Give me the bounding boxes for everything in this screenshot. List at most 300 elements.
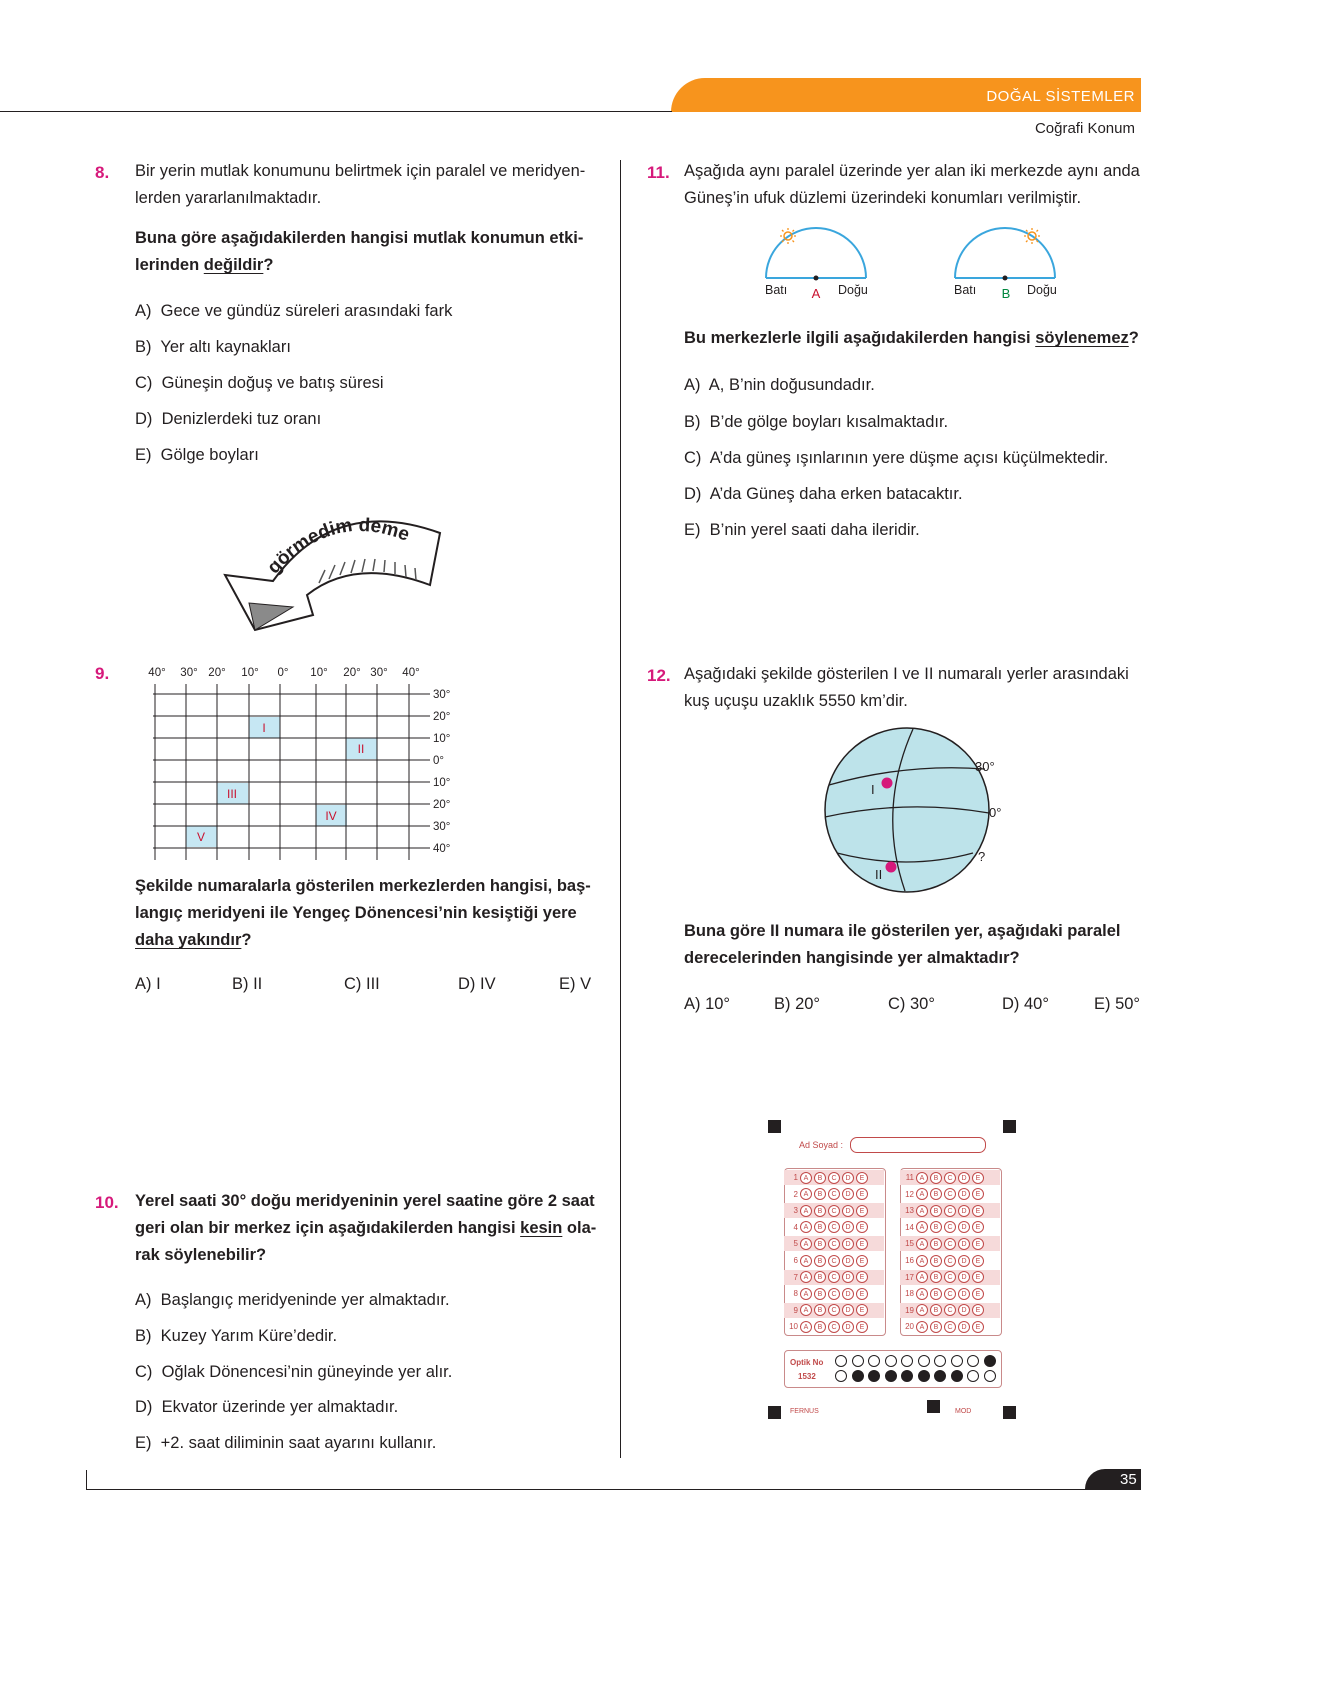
answer-bubble[interactable]: C [944, 1221, 956, 1233]
answer-bubble[interactable]: B [814, 1172, 826, 1184]
east-label-b: Doğu [1027, 283, 1057, 297]
q11-keyword: söylenemez [1035, 329, 1129, 347]
answer-bubble[interactable]: C [828, 1288, 840, 1300]
answer-bubble[interactable]: D [958, 1172, 970, 1184]
answer-bubble[interactable]: E [972, 1304, 984, 1316]
place-label: IV [325, 809, 337, 823]
q10-question-line1: Yerel saati 30° doğu meridyeninin yerel saatine göre 2 saat [135, 1192, 595, 1210]
q9-question-line2: langıç meridyeni ile Yengeç Dönencesi’nin kesiştiği yere [135, 904, 577, 922]
answer-bubble[interactable]: A [916, 1205, 928, 1217]
answer-row-number: 6 [793, 1256, 798, 1265]
answer-bubble[interactable]: E [972, 1271, 984, 1283]
option-text: Kuzey Yarım Küre’dedir. [160, 1327, 338, 1345]
q10-option-e[interactable] [135, 1434, 436, 1453]
answer-bubble[interactable]: D [842, 1238, 854, 1250]
q12-option-b[interactable]: B) 20° [774, 995, 821, 1013]
option-text: Ekvator üzerinde yer almaktadır. [161, 1398, 399, 1416]
answer-bubble[interactable]: D [958, 1321, 970, 1333]
footer-tick [86, 1470, 87, 1490]
q12-question-line1: Buna göre II numara ile gösterilen yer, aşağıdaki paralel [684, 922, 1121, 940]
q12-stem-line1: Aşağıdaki şekilde gösterilen I ve II numaralı yerler arasındaki [684, 665, 1129, 683]
answer-row [900, 1203, 1000, 1218]
name-label: Ad Soyad : [799, 1140, 844, 1150]
answer-bubble[interactable]: C [828, 1172, 840, 1184]
answer-bubble[interactable]: C [944, 1321, 956, 1333]
q12-stem-line2: kuş uçuşu uzaklık 5550 km’dir. [684, 692, 908, 710]
q12-question-line2: derecelerinden hangisinde yer almaktadır? [684, 949, 1020, 967]
optic-bubble[interactable] [951, 1355, 963, 1367]
answer-bubble[interactable]: E [972, 1205, 984, 1217]
q11-sun-diagrams [750, 220, 1080, 310]
answer-bubble[interactable]: C [828, 1255, 840, 1267]
registration-mark [768, 1120, 781, 1133]
q10-option-c[interactable] [135, 1363, 452, 1382]
answer-row [784, 1187, 884, 1202]
q12-option-e[interactable]: E) 50° [1094, 995, 1141, 1013]
answer-bubble[interactable]: C [828, 1221, 840, 1233]
brand-left: FERNUS [790, 1408, 819, 1415]
meridian-label: 40° [148, 667, 166, 679]
optic-bubble[interactable] [934, 1355, 946, 1367]
meridian-label: 30° [180, 667, 198, 679]
answer-row-number: 2 [793, 1189, 798, 1199]
answer-bubble[interactable]: B [814, 1271, 826, 1283]
question-number: 11. [647, 163, 670, 182]
meridian-label: 30° [370, 667, 388, 679]
answer-bubble[interactable]: B [814, 1321, 826, 1333]
answer-row-number: 16 [905, 1256, 914, 1265]
answer-bubble[interactable]: E [856, 1221, 868, 1233]
parallel-label-0: 0° [989, 805, 1002, 820]
q10-option-b[interactable] [135, 1327, 337, 1346]
place-label-II: II [875, 867, 883, 882]
q12-option-c[interactable]: C) 30° [888, 995, 935, 1013]
q9-question-line3 [135, 927, 595, 954]
q11-question [684, 325, 1154, 352]
option-letter: B) [684, 413, 701, 431]
answer-bubble[interactable]: D [842, 1255, 854, 1267]
optic-bubble[interactable] [852, 1370, 864, 1382]
answer-bubble[interactable]: C [944, 1205, 956, 1217]
answer-row [784, 1286, 884, 1301]
answer-row-number: 12 [905, 1189, 914, 1199]
meridian-label: 20° [208, 667, 226, 679]
answer-bubble[interactable]: E [972, 1238, 984, 1250]
answer-row [784, 1253, 884, 1268]
option-letter: D) [684, 485, 702, 503]
answer-bubble[interactable]: C [944, 1304, 956, 1316]
answer-bubble[interactable]: B [930, 1255, 942, 1267]
q11-option-a[interactable] [684, 376, 875, 395]
answer-row-number: 7 [793, 1272, 798, 1282]
answer-bubble[interactable]: D [958, 1205, 970, 1217]
optic-bubble[interactable] [967, 1355, 979, 1367]
answer-bubble[interactable]: C [828, 1238, 840, 1250]
option-text: B’nin yerel saati daha ileridir. [709, 521, 920, 539]
answer-bubble[interactable]: E [972, 1172, 984, 1184]
answer-bubble[interactable]: E [856, 1271, 868, 1283]
optic-bubble[interactable] [951, 1370, 963, 1382]
q10-option-d[interactable] [135, 1398, 398, 1417]
question-number: 12. [647, 666, 671, 685]
answer-bubble[interactable]: E [856, 1238, 868, 1250]
answer-bubble[interactable]: A [800, 1221, 812, 1233]
option-letter: A) [684, 376, 701, 394]
meridian-label: 40° [402, 667, 420, 679]
optic-bubble[interactable] [835, 1370, 847, 1382]
place-label: V [196, 830, 206, 844]
answer-bubble[interactable]: B [814, 1238, 826, 1250]
question-number: 8. [95, 163, 110, 182]
answer-bubble[interactable]: C [828, 1188, 840, 1200]
parallel-label: 20° [433, 711, 451, 723]
answer-row [900, 1319, 1000, 1334]
q9-option-d[interactable]: D) IV [458, 975, 496, 993]
answer-row [784, 1303, 884, 1318]
option-letter: C) [135, 1363, 153, 1381]
q9-parallel-labels [433, 689, 450, 855]
q8-question-prefix: lerinden [135, 256, 204, 274]
meridian-label: 10° [241, 667, 259, 679]
option-letter: A) [135, 302, 152, 320]
answer-bubble[interactable]: E [972, 1255, 984, 1267]
answer-row [900, 1303, 1000, 1318]
q12-question [684, 918, 1154, 972]
q8-question-suffix: ? [263, 256, 274, 274]
answer-bubble[interactable]: C [828, 1321, 840, 1333]
answer-bubble[interactable]: D [842, 1205, 854, 1217]
q8-option-e[interactable] [135, 446, 259, 465]
answer-bubble[interactable]: C [944, 1172, 956, 1184]
option-text: Yer altı kaynakları [160, 338, 291, 356]
q9-question-suffix: ? [241, 931, 252, 949]
answer-row [900, 1253, 1000, 1268]
answer-bubble[interactable]: C [828, 1304, 840, 1316]
q11-question-prefix: Bu merkezlerle ilgili aşağıdakilerden hangisi [684, 329, 1036, 347]
answer-bubble[interactable]: E [972, 1188, 984, 1200]
answer-bubble[interactable]: A [916, 1188, 928, 1200]
q8-question-line1: Buna göre aşağıdakilerden hangisi mutlak konumun etki- [135, 229, 584, 247]
answer-bubble[interactable]: B [814, 1205, 826, 1217]
answer-bubble[interactable]: A [800, 1172, 812, 1184]
q9-option-c[interactable]: C) III [344, 975, 380, 993]
optic-number: 1532 [798, 1372, 816, 1381]
answer-bubble[interactable]: A [800, 1288, 812, 1300]
q10-question-line2 [135, 1215, 605, 1242]
answer-row-number: 20 [905, 1322, 914, 1332]
answer-bubble[interactable]: D [842, 1321, 854, 1333]
registration-mark [1003, 1120, 1016, 1133]
answer-bubble[interactable]: E [856, 1255, 868, 1267]
answer-row-number: 14 [905, 1222, 914, 1232]
place-label: I [262, 721, 266, 735]
optic-bubble[interactable] [918, 1370, 930, 1382]
parallel-label: 10° [433, 777, 451, 789]
option-text: Gece ve gündüz süreleri arasındaki fark [160, 302, 453, 320]
parallel-label-30: 30° [975, 759, 995, 774]
q10-option-a[interactable] [135, 1291, 450, 1310]
column-divider [620, 160, 621, 1458]
answer-row-number: 15 [905, 1239, 914, 1249]
answer-bubble[interactable]: A [916, 1288, 928, 1300]
answer-bubble[interactable]: B [930, 1271, 942, 1283]
answer-row [784, 1170, 884, 1185]
answer-bubble[interactable]: B [930, 1321, 942, 1333]
answer-row-number: 18 [905, 1289, 914, 1299]
answer-bubble[interactable]: A [800, 1205, 812, 1217]
answer-bubble[interactable]: C [944, 1288, 956, 1300]
answer-bubble[interactable]: A [800, 1304, 812, 1316]
header-rule [0, 111, 672, 112]
parallel-label: 20° [433, 799, 451, 811]
parallel-label: 30° [433, 689, 451, 701]
answer-bubble[interactable]: B [930, 1188, 942, 1200]
answer-bubble[interactable]: A [800, 1271, 812, 1283]
answer-row-number: 4 [793, 1222, 798, 1232]
q9-meridian-labels [148, 667, 419, 679]
answer-bubble[interactable]: B [814, 1304, 826, 1316]
q11-option-c[interactable] [684, 449, 1108, 468]
answer-row [900, 1170, 1000, 1185]
answer-bubble[interactable]: E [856, 1304, 868, 1316]
optic-bubble[interactable] [835, 1355, 847, 1367]
place-label-a: A [811, 286, 821, 301]
answer-bubble[interactable]: E [856, 1321, 868, 1333]
q11-option-d[interactable] [684, 485, 963, 504]
answer-bubble[interactable]: A [800, 1238, 812, 1250]
q11-stem-line1: Aşağıda aynı paralel üzerinde yer alan iki merkezde aynı anda [684, 162, 1140, 180]
answer-bubble[interactable]: D [958, 1304, 970, 1316]
q12-option-a[interactable]: A) 10° [684, 995, 731, 1013]
meridian-label: 0° [277, 667, 289, 679]
answer-bubble[interactable]: E [856, 1172, 868, 1184]
q8-keyword: değildir [203, 256, 264, 274]
answer-row-number: 1 [793, 1173, 798, 1182]
optic-bubble[interactable] [885, 1370, 897, 1382]
answer-bubble[interactable]: B [814, 1221, 826, 1233]
answer-bubble[interactable]: C [944, 1188, 956, 1200]
answer-row [784, 1220, 884, 1235]
q11-option-e[interactable] [684, 521, 920, 540]
option-letter: B) [135, 1327, 152, 1345]
answer-bubble[interactable]: A [916, 1321, 928, 1333]
q9-question [135, 873, 595, 954]
q12-stem [684, 661, 1154, 715]
q12-option-d[interactable]: D) 40° [1002, 995, 1049, 1013]
answer-bubble[interactable]: A [916, 1271, 928, 1283]
option-text: Denizlerdeki tuz oranı [161, 410, 322, 428]
parallel-label: 30° [433, 821, 451, 833]
place-dot-b [1003, 276, 1008, 281]
answer-bubble[interactable]: E [972, 1321, 984, 1333]
optic-bubble[interactable] [901, 1370, 913, 1382]
q8-option-a[interactable] [135, 302, 452, 321]
optic-label: Optik No [790, 1358, 824, 1367]
answer-row-number: 5 [793, 1239, 798, 1249]
answer-bubble[interactable]: D [958, 1255, 970, 1267]
answer-bubble[interactable]: B [814, 1188, 826, 1200]
answer-bubble[interactable]: A [916, 1221, 928, 1233]
option-letter: D) [135, 1398, 153, 1416]
q11-option-b[interactable] [684, 413, 948, 432]
answer-bubble[interactable]: A [916, 1172, 928, 1184]
answer-bubble[interactable]: D [842, 1271, 854, 1283]
optic-bubble[interactable] [885, 1355, 897, 1367]
optic-bubble[interactable] [967, 1370, 979, 1382]
answer-row-number: 8 [793, 1289, 798, 1299]
west-label-a: Batı [765, 283, 788, 297]
answer-bubble[interactable]: A [916, 1255, 928, 1267]
option-text: B’de gölge boyları kısalmaktadır. [709, 413, 949, 431]
answer-row-number: 3 [793, 1206, 798, 1216]
answer-bubble[interactable]: D [842, 1172, 854, 1184]
answer-bubble[interactable]: E [972, 1221, 984, 1233]
answer-row [784, 1203, 884, 1218]
answer-bubble[interactable]: B [930, 1288, 942, 1300]
optic-bubble[interactable] [901, 1355, 913, 1367]
q12-globe [815, 725, 1025, 900]
answer-bubble[interactable]: B [930, 1221, 942, 1233]
option-text: A’da Güneş daha erken batacaktır. [709, 485, 963, 503]
banner-text: görmedim deme [263, 514, 413, 579]
answer-bubble[interactable]: C [944, 1238, 956, 1250]
answer-bubble[interactable]: E [856, 1205, 868, 1217]
place-dot-I [882, 778, 893, 789]
answer-bubble[interactable]: D [842, 1304, 854, 1316]
answer-bubble[interactable]: D [958, 1288, 970, 1300]
option-text: +2. saat diliminin saat ayarını kullanır. [160, 1434, 437, 1452]
east-label-a: Doğu [838, 283, 868, 297]
answer-row [900, 1220, 1000, 1235]
option-letter: E) [135, 446, 152, 464]
q11-question-suffix: ? [1128, 329, 1139, 347]
q10-question [135, 1188, 605, 1269]
place-dot-II [886, 862, 897, 873]
optic-bubble[interactable] [984, 1370, 996, 1382]
answer-bubble[interactable]: A [800, 1321, 812, 1333]
q8-stem-line2: lerden yararlanılmaktadır. [135, 189, 322, 207]
name-field[interactable] [850, 1137, 986, 1153]
answer-bubble[interactable]: E [856, 1188, 868, 1200]
answer-bubble[interactable]: C [944, 1271, 956, 1283]
answer-bubble[interactable]: A [800, 1188, 812, 1200]
option-text: Başlangıç meridyeninde yer almaktadır. [160, 1291, 450, 1309]
option-text: A, B’nin doğusundadır. [708, 376, 875, 394]
answer-bubble[interactable]: A [916, 1238, 928, 1250]
answer-row [784, 1270, 884, 1285]
answer-row [784, 1319, 884, 1334]
optic-bubble[interactable] [868, 1370, 880, 1382]
registration-mark [927, 1400, 940, 1413]
q8-question [135, 225, 595, 279]
question-number: 10. [95, 1193, 119, 1212]
answer-bubble[interactable]: D [842, 1288, 854, 1300]
option-text: Oğlak Dönencesi’nin güneyinde yer alır. [161, 1363, 453, 1381]
answer-bubble[interactable]: C [828, 1205, 840, 1217]
answer-row-number: 11 [905, 1173, 914, 1182]
answer-sheet [760, 1112, 1025, 1424]
place-label: II [357, 742, 365, 756]
answer-bubble[interactable]: D [958, 1188, 970, 1200]
west-label-b: Batı [954, 283, 977, 297]
answer-bubble[interactable]: B [814, 1255, 826, 1267]
page-number: 35 [1120, 1471, 1137, 1488]
option-letter: E) [684, 521, 701, 539]
optic-bubble[interactable] [934, 1370, 946, 1382]
q9-option-b[interactable]: B) II [232, 975, 263, 993]
answer-row [900, 1286, 1000, 1301]
place-dot-a [814, 276, 819, 281]
answer-bubble[interactable]: D [958, 1238, 970, 1250]
header-section-title: DOĞAL SİSTEMLER [986, 88, 1135, 105]
answer-bubble[interactable]: C [828, 1271, 840, 1283]
q8-option-c[interactable] [135, 374, 384, 393]
registration-mark [1003, 1406, 1016, 1419]
answer-row-number: 19 [905, 1305, 914, 1315]
answer-bubble[interactable]: D [842, 1188, 854, 1200]
answer-row [784, 1236, 884, 1251]
answer-row [900, 1236, 1000, 1251]
option-text: A’da güneş ışınlarının yere düşme açısı küçülmektedir. [709, 449, 1109, 467]
parallel-label: 40° [433, 843, 451, 855]
option-text: Gölge boyları [160, 446, 259, 464]
answer-bubble[interactable]: C [944, 1255, 956, 1267]
q9-option-e[interactable]: E) V [559, 975, 592, 993]
answer-row-number: 17 [905, 1272, 914, 1282]
answer-bubble[interactable]: E [972, 1288, 984, 1300]
optic-bubble[interactable] [984, 1355, 996, 1367]
q8-option-b[interactable] [135, 338, 291, 357]
q9-option-a[interactable]: A) I [135, 975, 161, 993]
q10-question-prefix: geri olan bir merkez için aşağıdakilerden hangisi [135, 1219, 521, 1237]
answer-bubble[interactable]: A [916, 1304, 928, 1316]
answer-bubble[interactable]: B [814, 1288, 826, 1300]
q8-stem [135, 158, 595, 212]
answer-bubble[interactable]: B [930, 1238, 942, 1250]
q9-keyword: daha yakındır [135, 931, 242, 949]
meridian-label: 20° [343, 667, 361, 679]
optic-bubble[interactable] [918, 1355, 930, 1367]
answer-bubble[interactable]: D [842, 1221, 854, 1233]
q8-stem-line1: Bir yerin mutlak konumunu belirtmek için paralel ve meridyen- [135, 162, 586, 180]
answer-bubble[interactable]: B [930, 1304, 942, 1316]
option-text: Güneşin doğuş ve batış süresi [161, 374, 384, 392]
answer-bubble[interactable]: B [930, 1172, 942, 1184]
option-letter: C) [684, 449, 702, 467]
answer-row-number: 10 [789, 1322, 798, 1332]
gormedim-deme-banner [215, 495, 455, 655]
optic-bubble[interactable] [852, 1355, 864, 1367]
place-label: III [226, 787, 238, 801]
optic-bubble[interactable] [868, 1355, 880, 1367]
place-label-b: B [1001, 286, 1011, 301]
option-letter: A) [135, 1291, 152, 1309]
answer-bubble[interactable]: B [930, 1205, 942, 1217]
answer-bubble[interactable]: A [800, 1255, 812, 1267]
option-letter: C) [135, 374, 153, 392]
parallel-label-unknown: ? [978, 849, 986, 864]
parallel-label: 10° [433, 733, 451, 745]
header-subsection: Coğrafi Konum [1034, 120, 1135, 137]
q10-keyword: kesin [520, 1219, 563, 1237]
answer-bubble[interactable]: E [856, 1288, 868, 1300]
q10-question-suffix: ola- [562, 1219, 597, 1237]
answer-bubble[interactable]: D [958, 1221, 970, 1233]
q8-option-d[interactable] [135, 410, 321, 429]
registration-mark [768, 1406, 781, 1419]
answer-bubble[interactable]: D [958, 1271, 970, 1283]
parallel-label: 0° [433, 755, 444, 767]
